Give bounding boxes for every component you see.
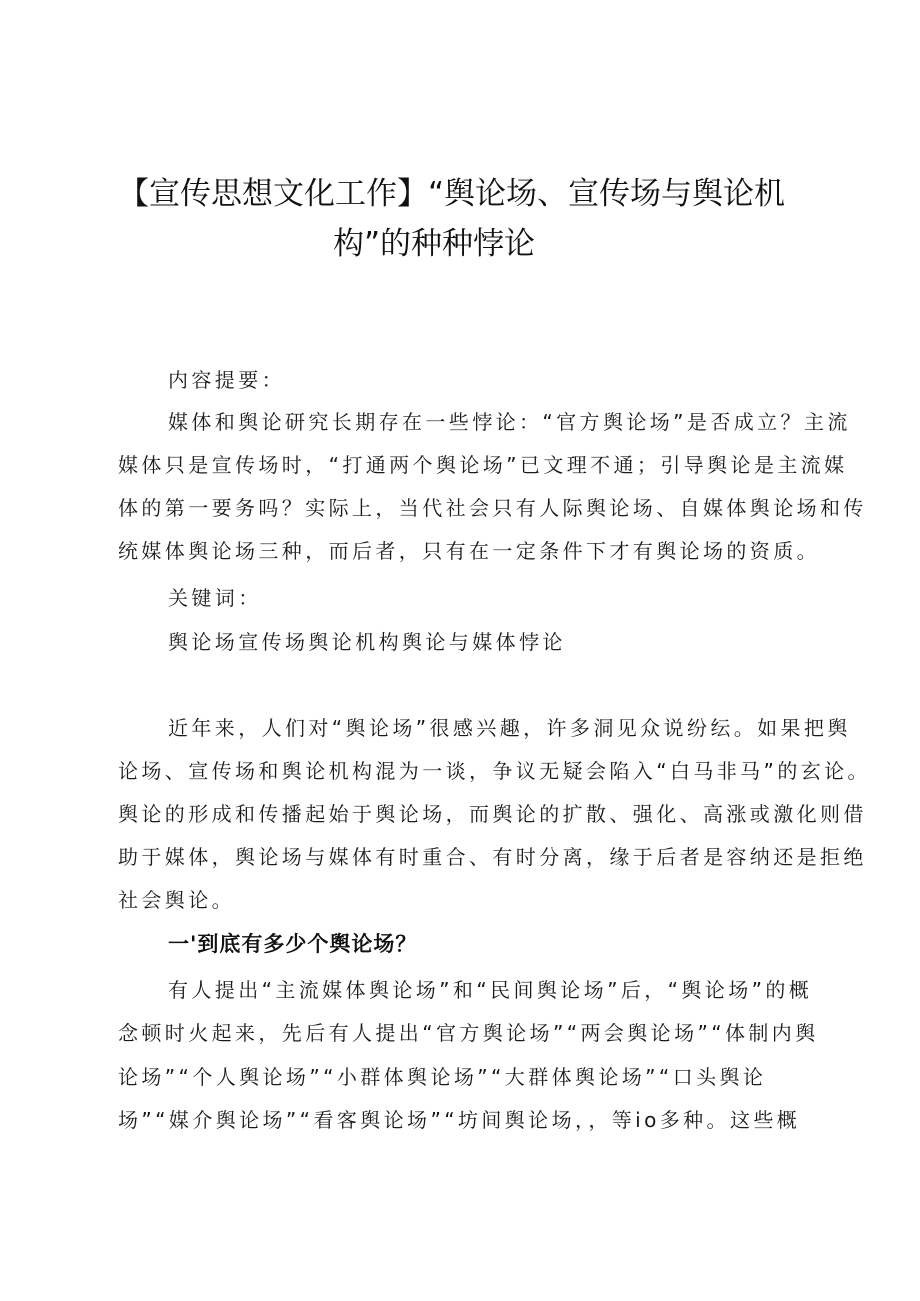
abstract-line: 体的第一要务吗？实际上，当代社会只有人际舆论场、自媒体舆论场和传 [118,496,867,520]
keywords-label: 关键词： [168,586,262,610]
section-line: 念顿时火起来，先后有人提出“官方舆论场”“两会舆论场”“体制内舆 [118,1021,819,1045]
keywords-text: 舆论场宣传场舆论机构舆论与媒体悖论 [168,630,566,654]
intro-line: 社会舆论。 [118,888,235,912]
section-line: 场”“媒介舆论场”“看客舆论场”“坊间舆论场，，等io多种。这些概 [118,1108,801,1132]
abstract-line: 统媒体舆论场三种，而后者，只有在一定条件下才有舆论场的资质。 [118,539,820,563]
document-title-line-1: 【宣传思想文化工作】“舆论场、宣传场与舆论机 [118,176,786,212]
intro-line: 论场、宣传场和舆论机构混为一谈，争议无疑会陷入“白马非马”的玄论。 [118,759,871,783]
abstract-label: 内容提要： [168,368,285,392]
intro-line: 助于媒体，舆论场与媒体有时重合、有时分离，缘于后者是容纳还是拒绝 [118,845,867,869]
section-line: 论场”“个人舆论场”“小群体舆论场”“大群体舆论场”“口头舆论 [118,1065,767,1089]
abstract-line: 媒体只是宣传场时，“打通两个舆论场”已文理不通；引导舆论是主流媒 [118,453,848,477]
section-heading: 一'到底有多少个舆论场？ [168,932,418,956]
abstract-line: 媒体和舆论研究长期存在一些悖论：“官方舆论场”是否成立？主流 [168,410,851,434]
section-line: 有人提出“主流媒体舆论场”和“民间舆论场”后，“舆论场”的概 [168,978,813,1002]
intro-line: 近年来，人们对“舆论场”很感兴趣，许多洞见众说纷纭。如果把舆 [168,716,851,740]
intro-line: 舆论的形成和传播起始于舆论场，而舆论的扩散、强化、高涨或激化则借 [118,802,867,826]
document-title-line-2: 构”的种种悖论 [333,226,536,262]
